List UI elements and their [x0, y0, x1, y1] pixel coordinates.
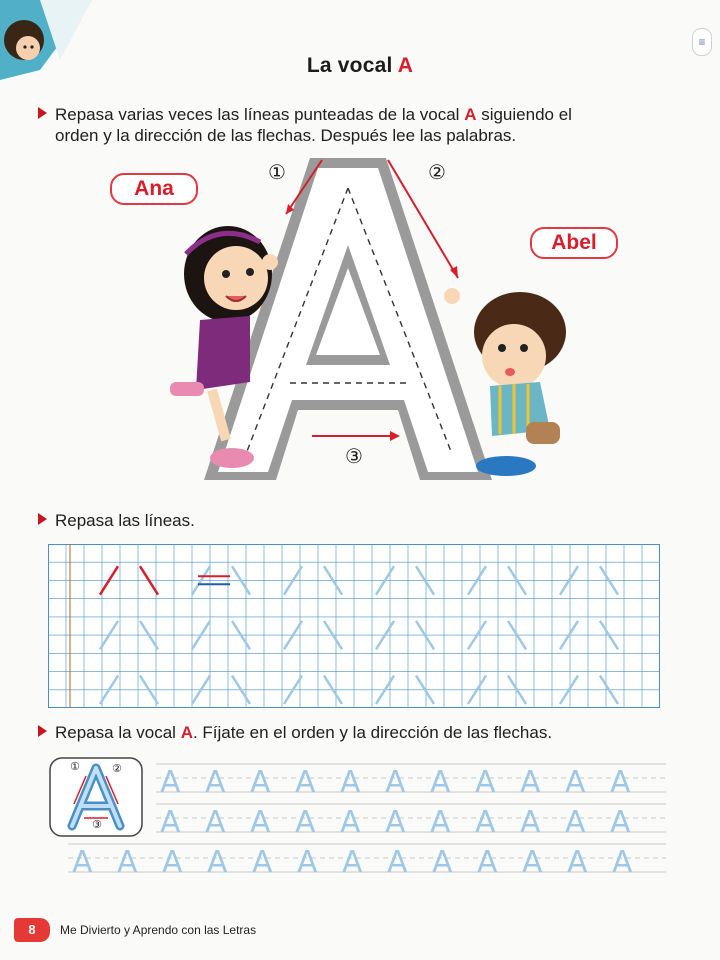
trace-letter: A: [162, 845, 183, 880]
trace-letter: A: [72, 845, 93, 880]
trace-letter: A: [612, 845, 633, 880]
bullet-icon: [38, 725, 47, 737]
page-title: [0, 54, 720, 78]
instruction-1-text-b: siguiendo el: [476, 105, 572, 124]
title-letter: A: [397, 54, 414, 77]
instruction-3-letter: A: [180, 723, 193, 742]
trace-letter: A: [520, 805, 541, 840]
trace-letter: A: [610, 765, 631, 800]
instruction-2: [38, 510, 195, 531]
trace-letter: A: [295, 805, 316, 840]
trace-letter: A: [342, 845, 363, 880]
instruction-1-text-c: orden y la dirección de las flechas. Después lee las palabras.: [55, 126, 517, 145]
trace-letter: A: [250, 805, 271, 840]
trace-letter: A: [205, 805, 226, 840]
instruction-1-letter: A: [464, 105, 477, 124]
trace-letter: A: [295, 765, 316, 800]
trace-letter: A: [430, 805, 451, 840]
trace-letter: A: [117, 845, 138, 880]
instruction-3-text: Repasa la vocal: [55, 723, 181, 742]
bullet-icon: [38, 107, 47, 119]
trace-letter: A: [565, 765, 586, 800]
trace-letter: A: [340, 765, 361, 800]
bullet-icon: [38, 513, 47, 525]
trace-letter: A: [385, 765, 406, 800]
trace-letter: A: [432, 845, 453, 880]
name-label-ana: Ana: [110, 173, 198, 205]
trace-letter: A: [475, 765, 496, 800]
model-stroke-number-1: ①: [70, 761, 80, 773]
stroke-number-2: ②: [428, 162, 446, 184]
corner-character-decoration: [0, 0, 92, 92]
model-stroke-number-3: ③: [92, 819, 102, 831]
instruction-1: [38, 104, 678, 146]
instruction-3: [38, 722, 718, 743]
book-title: Me Divierto y Aprendo con las Letras: [60, 923, 257, 937]
trace-letter: A: [297, 845, 318, 880]
menu-icon[interactable]: ≡: [692, 28, 712, 56]
trace-letter: A: [205, 765, 226, 800]
trace-letter: A: [207, 845, 228, 880]
trace-letter: A: [567, 845, 588, 880]
model-stroke-number-2: ②: [112, 763, 122, 775]
trace-letter: A: [340, 805, 361, 840]
trace-letter: A: [250, 765, 271, 800]
trace-letter: A: [610, 805, 631, 840]
trace-letter: A: [160, 765, 181, 800]
trace-letter: A: [387, 845, 408, 880]
stroke-number-1: ①: [268, 162, 286, 184]
trace-letter: A: [252, 845, 273, 880]
trace-letter: A: [520, 765, 541, 800]
page-footer: [14, 916, 256, 944]
trace-letter: A: [385, 805, 406, 840]
instruction-3-text-b: . Fíjate en el orden y la dirección de las flechas.: [192, 723, 553, 742]
stroke-number-3: ③: [345, 446, 363, 468]
trace-letter: A: [430, 765, 451, 800]
line-tracing-grid: [48, 544, 660, 708]
name-label-abel: Abel: [530, 227, 618, 259]
trace-letter: A: [475, 805, 496, 840]
instruction-1-text: Repasa varias veces las líneas punteadas de la vocal: [55, 105, 465, 124]
trace-letter: A: [565, 805, 586, 840]
trace-letter: A: [160, 805, 181, 840]
title-text: La vocal: [306, 54, 398, 77]
trace-letter: A: [522, 845, 543, 880]
letter-practice-lines: [60, 756, 672, 882]
trace-letter: A: [477, 845, 498, 880]
instruction-2-text: Repasa las líneas.: [55, 511, 195, 530]
page-number: 8: [14, 918, 50, 942]
